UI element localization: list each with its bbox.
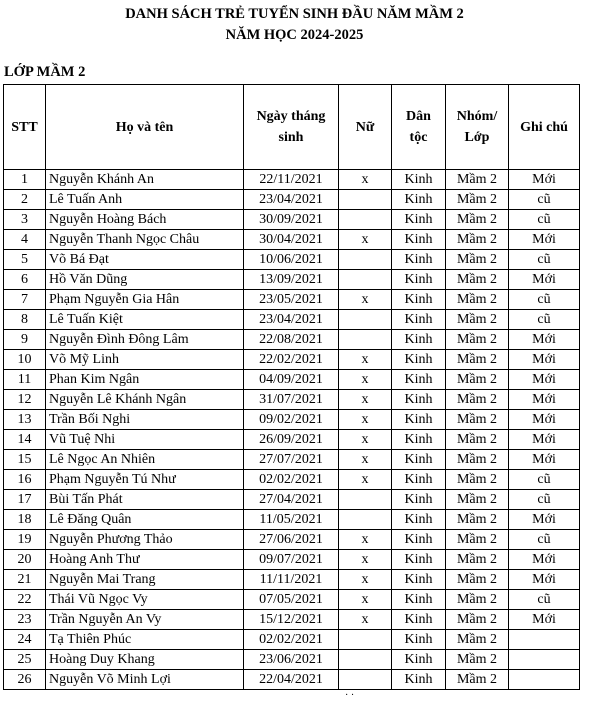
cell-ethnicity: Kinh <box>392 610 446 630</box>
cell-ethnicity: Kinh <box>392 590 446 610</box>
table-row <box>4 410 580 430</box>
cell-female: x <box>339 590 392 610</box>
cell-stt: 9 <box>4 330 46 350</box>
cell-group: Mầm 2 <box>446 410 509 430</box>
cell-name: Phạm Nguyễn Tú Như <box>46 470 244 490</box>
cell-group: Mầm 2 <box>446 310 509 330</box>
cell-group: Mầm 2 <box>446 610 509 630</box>
cell-female: x <box>339 410 392 430</box>
cell-group: Mầm 2 <box>446 590 509 610</box>
cell-stt: 10 <box>4 350 46 370</box>
cell-ethnicity: Kinh <box>392 450 446 470</box>
cell-ethnicity: Kinh <box>392 510 446 530</box>
cell-stt: 22 <box>4 590 46 610</box>
cell-name: Trần Bối Nghi <box>46 410 244 430</box>
cell-note: Mới <box>509 570 580 590</box>
cell-female <box>339 190 392 210</box>
cell-ethnicity: Kinh <box>392 230 446 250</box>
cell-group: Mầm 2 <box>446 330 509 350</box>
cell-female <box>339 210 392 230</box>
cell-stt: 7 <box>4 290 46 310</box>
table-row <box>4 270 580 290</box>
cell-ethnicity: Kinh <box>392 270 446 290</box>
table-row <box>4 470 580 490</box>
cell-group: Mầm 2 <box>446 250 509 270</box>
cell-note <box>509 630 580 650</box>
cell-stt: 20 <box>4 550 46 570</box>
cell-stt: 1 <box>4 170 46 190</box>
cell-dob: 02/02/2021 <box>244 470 339 490</box>
table-row <box>4 490 580 510</box>
cell-dob: 23/06/2021 <box>244 650 339 670</box>
header-stt: STT <box>4 85 46 170</box>
cell-note <box>509 650 580 670</box>
cell-group: Mầm 2 <box>446 290 509 310</box>
cell-dob: 23/04/2021 <box>244 310 339 330</box>
cell-stt: 6 <box>4 270 46 290</box>
cell-female <box>339 630 392 650</box>
school-year-title: NĂM HỌC 2024-2025 <box>225 27 364 43</box>
cell-name: Nguyễn Khánh An <box>46 170 244 190</box>
cell-ethnicity: Kinh <box>392 310 446 330</box>
table-row <box>4 670 580 690</box>
cell-ethnicity: Kinh <box>392 470 446 490</box>
cell-dob: 30/04/2021 <box>244 230 339 250</box>
cell-stt: 13 <box>4 410 46 430</box>
cell-ethnicity: Kinh <box>392 390 446 410</box>
header-ethnicity-line2: tộc <box>409 130 428 145</box>
cell-stt: 21 <box>4 570 46 590</box>
cell-group: Mầm 2 <box>446 390 509 410</box>
cell-female: x <box>339 550 392 570</box>
header-ethnicity <box>392 85 446 170</box>
cell-group: Mầm 2 <box>446 230 509 250</box>
cell-note: Mới <box>509 550 580 570</box>
table-row <box>4 370 580 390</box>
cell-note: cũ <box>509 250 580 270</box>
table-row <box>4 550 580 570</box>
cell-name: Lê Đăng Quân <box>46 510 244 530</box>
cell-note <box>509 670 580 690</box>
cell-stt: 12 <box>4 390 46 410</box>
cell-note: Mới <box>509 270 580 290</box>
cell-ethnicity: Kinh <box>392 670 446 690</box>
cell-group: Mầm 2 <box>446 450 509 470</box>
cell-note: Mới <box>509 230 580 250</box>
table-row <box>4 570 580 590</box>
table-row <box>4 310 580 330</box>
cell-female: x <box>339 390 392 410</box>
cell-note: Mới <box>509 510 580 530</box>
cell-name: Nguyễn Mai Trang <box>46 570 244 590</box>
table-row <box>4 250 580 270</box>
cell-ethnicity: Kinh <box>392 530 446 550</box>
cell-dob: 22/08/2021 <box>244 330 339 350</box>
header-dob-line1: Ngày tháng <box>256 109 326 124</box>
cell-dob: 11/11/2021 <box>244 570 339 590</box>
cell-female <box>339 270 392 290</box>
cell-female: x <box>339 170 392 190</box>
cell-dob: 30/09/2021 <box>244 210 339 230</box>
cell-ethnicity: Kinh <box>392 250 446 270</box>
cell-dob: 27/06/2021 <box>244 530 339 550</box>
cell-dob: 07/05/2021 <box>244 590 339 610</box>
table-row <box>4 510 580 530</box>
cell-name: Nguyễn Hoàng Bách <box>46 210 244 230</box>
cell-stt: 26 <box>4 670 46 690</box>
table-row <box>4 450 580 470</box>
cell-ethnicity: Kinh <box>392 290 446 310</box>
cell-note: cũ <box>509 310 580 330</box>
cell-female: x <box>339 450 392 470</box>
cell-name: Phạm Nguyễn Gia Hân <box>46 290 244 310</box>
cell-ethnicity: Kinh <box>392 490 446 510</box>
cell-stt: 17 <box>4 490 46 510</box>
table-row <box>4 530 580 550</box>
cell-note: Mới <box>509 450 580 470</box>
cell-stt: 14 <box>4 430 46 450</box>
cell-ethnicity: Kinh <box>392 330 446 350</box>
cell-group: Mầm 2 <box>446 430 509 450</box>
cell-ethnicity: Kinh <box>392 550 446 570</box>
cell-group: Mầm 2 <box>446 170 509 190</box>
cell-note: cũ <box>509 210 580 230</box>
cell-name: Nguyễn Thanh Ngọc Châu <box>46 230 244 250</box>
cell-note: Mới <box>509 410 580 430</box>
cell-group: Mầm 2 <box>446 530 509 550</box>
cell-ethnicity: Kinh <box>392 170 446 190</box>
cell-note: cũ <box>509 490 580 510</box>
cell-stt: 24 <box>4 630 46 650</box>
student-list-table <box>3 84 580 690</box>
cell-name: Hồ Văn Dũng <box>46 270 244 290</box>
cell-stt: 19 <box>4 530 46 550</box>
class-label: LỚP MẦM 2 <box>4 64 86 80</box>
cell-stt: 4 <box>4 230 46 250</box>
cell-name: Thái Vũ Ngọc Vy <box>46 590 244 610</box>
cell-group: Mầm 2 <box>446 550 509 570</box>
cell-ethnicity: Kinh <box>392 190 446 210</box>
cell-dob: 15/12/2021 <box>244 610 339 630</box>
table-row <box>4 210 580 230</box>
cell-name: Lê Tuấn Anh <box>46 190 244 210</box>
cell-dob: 26/09/2021 <box>244 430 339 450</box>
cell-name: Phan Kim Ngân <box>46 370 244 390</box>
header-dob <box>244 85 339 170</box>
cell-group: Mầm 2 <box>446 190 509 210</box>
table-row <box>4 330 580 350</box>
cell-name: Bùi Tấn Phát <box>46 490 244 510</box>
cell-ethnicity: Kinh <box>392 410 446 430</box>
cell-group: Mầm 2 <box>446 510 509 530</box>
cell-ethnicity: Kinh <box>392 430 446 450</box>
cell-group: Mầm 2 <box>446 650 509 670</box>
cell-name: Hoàng Anh Thư <box>46 550 244 570</box>
cell-female <box>339 510 392 530</box>
cell-note: Mới <box>509 350 580 370</box>
header-group-line2: Lớp <box>464 130 490 145</box>
cell-dob: 22/04/2021 <box>244 670 339 690</box>
cell-dob: 13/09/2021 <box>244 270 339 290</box>
cell-female: x <box>339 370 392 390</box>
table-header-row <box>4 85 580 170</box>
cell-dob: 31/07/2021 <box>244 390 339 410</box>
cell-name: Nguyễn Đình Đông Lâm <box>46 330 244 350</box>
table-row <box>4 230 580 250</box>
cell-note: Mới <box>509 370 580 390</box>
table-row <box>4 650 580 670</box>
cell-name: Trần Nguyễn An Vy <box>46 610 244 630</box>
cell-female: x <box>339 530 392 550</box>
cell-name: Lê Ngọc An Nhiên <box>46 450 244 470</box>
cell-name: Nguyễn Võ Minh Lợi <box>46 670 244 690</box>
cell-name: Võ Bá Đạt <box>46 250 244 270</box>
header-name: Họ và tên <box>46 85 244 170</box>
cell-ethnicity: Kinh <box>392 210 446 230</box>
cell-female: x <box>339 230 392 250</box>
cell-female <box>339 310 392 330</box>
cell-female: x <box>339 350 392 370</box>
cell-note: Mới <box>509 330 580 350</box>
header-female: Nữ <box>339 85 392 170</box>
cell-stt: 15 <box>4 450 46 470</box>
cell-ethnicity: Kinh <box>392 350 446 370</box>
cell-female: x <box>339 570 392 590</box>
cell-dob: 27/07/2021 <box>244 450 339 470</box>
cell-note: cũ <box>509 530 580 550</box>
cell-note: Mới <box>509 390 580 410</box>
cell-name: Tạ Thiên Phúc <box>46 630 244 650</box>
table-row <box>4 350 580 370</box>
cell-group: Mầm 2 <box>446 490 509 510</box>
table-row <box>4 430 580 450</box>
cell-dob: 11/05/2021 <box>244 510 339 530</box>
cell-name: Lê Tuấn Kiệt <box>46 310 244 330</box>
cell-dob: 23/05/2021 <box>244 290 339 310</box>
cell-ethnicity: Kinh <box>392 570 446 590</box>
header-ethnicity-line1: Dân <box>406 109 431 124</box>
cell-note: Mới <box>509 170 580 190</box>
table-row <box>4 390 580 410</box>
header-group-line1: Nhóm/ <box>456 109 498 124</box>
cell-dob: 09/07/2021 <box>244 550 339 570</box>
table-row <box>4 610 580 630</box>
cell-dob: 22/11/2021 <box>244 170 339 190</box>
cell-stt: 25 <box>4 650 46 670</box>
cell-name: Vũ Tuệ Nhi <box>46 430 244 450</box>
header-dob-line2: sinh <box>278 130 304 145</box>
cell-group: Mầm 2 <box>446 630 509 650</box>
cell-stt: 18 <box>4 510 46 530</box>
cell-stt: 23 <box>4 610 46 630</box>
cell-group: Mầm 2 <box>446 470 509 490</box>
cell-ethnicity: Kinh <box>392 370 446 390</box>
cell-group: Mầm 2 <box>446 350 509 370</box>
table-row <box>4 630 580 650</box>
cell-female <box>339 670 392 690</box>
cell-group: Mầm 2 <box>446 570 509 590</box>
table-row <box>4 170 580 190</box>
cell-stt: 16 <box>4 470 46 490</box>
cell-female <box>339 650 392 670</box>
table-row <box>4 190 580 210</box>
cell-group: Mầm 2 <box>446 370 509 390</box>
cell-dob: 04/09/2021 <box>244 370 339 390</box>
cell-dob: 10/06/2021 <box>244 250 339 270</box>
table-row <box>4 590 580 610</box>
cell-note: Mới <box>509 610 580 630</box>
header-note: Ghi chú <box>509 85 580 170</box>
cell-dob: 23/04/2021 <box>244 190 339 210</box>
cell-stt: 3 <box>4 210 46 230</box>
cell-group: Mầm 2 <box>446 270 509 290</box>
cell-dob: 02/02/2021 <box>244 630 339 650</box>
cell-dob: 09/02/2021 <box>244 410 339 430</box>
cell-note: cũ <box>509 470 580 490</box>
header-group <box>446 85 509 170</box>
document-title: DANH SÁCH TRẺ TUYỂN SINH ĐẦU NĂM MẦM 2 <box>125 6 464 22</box>
cell-female <box>339 250 392 270</box>
cell-stt: 2 <box>4 190 46 210</box>
cell-female: x <box>339 470 392 490</box>
cell-female: x <box>339 610 392 630</box>
cell-female <box>339 330 392 350</box>
cell-group: Mầm 2 <box>446 670 509 690</box>
cell-name: Hoàng Duy Khang <box>46 650 244 670</box>
cell-note: cũ <box>509 190 580 210</box>
cell-ethnicity: Kinh <box>392 650 446 670</box>
cell-dob: 27/04/2021 <box>244 490 339 510</box>
cell-name: Nguyễn Lê Khánh Ngân <box>46 390 244 410</box>
cell-female: x <box>339 430 392 450</box>
cell-name: Võ Mỹ Linh <box>46 350 244 370</box>
cell-ethnicity: Kinh <box>392 630 446 650</box>
cell-stt: 8 <box>4 310 46 330</box>
cell-note: Mới <box>509 430 580 450</box>
cell-group: Mầm 2 <box>446 210 509 230</box>
cell-stt: 5 <box>4 250 46 270</box>
cell-name: Nguyễn Phương Thảo <box>46 530 244 550</box>
table-body <box>4 170 580 690</box>
page-edge-mark: · · <box>345 690 355 701</box>
cell-note: cũ <box>509 590 580 610</box>
table-row <box>4 290 580 310</box>
cell-stt: 11 <box>4 370 46 390</box>
cell-dob: 22/02/2021 <box>244 350 339 370</box>
cell-female: x <box>339 290 392 310</box>
cell-note: cũ <box>509 290 580 310</box>
cell-female <box>339 490 392 510</box>
